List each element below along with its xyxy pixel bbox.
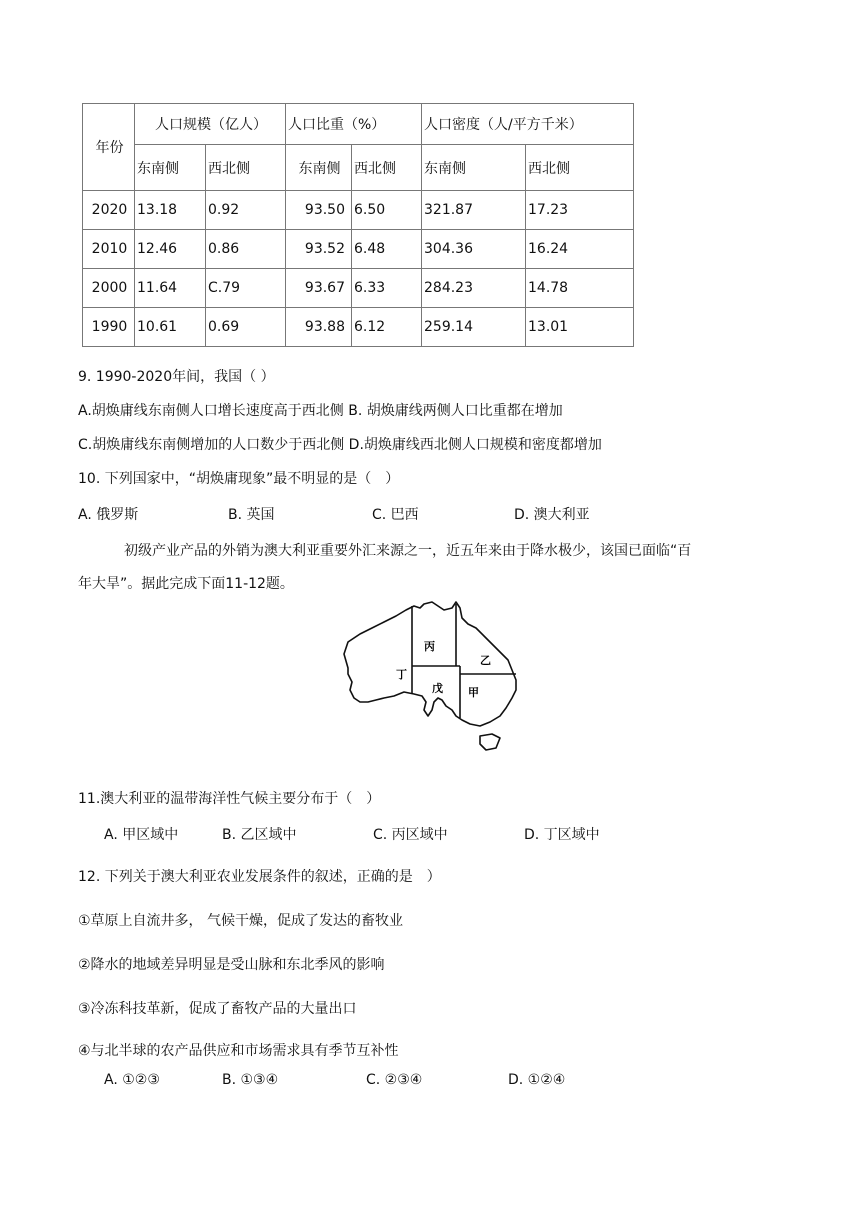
table-cell: 93.67: [286, 269, 352, 308]
q12-option-b: B. ①③④: [222, 1072, 279, 1088]
table-cell: C.79: [206, 269, 286, 308]
q11-option-d: D. 丁区域中: [524, 827, 600, 843]
australia-map: [340, 598, 524, 754]
q12-option-c: C. ②③④: [366, 1072, 423, 1088]
q10-stem: 10. 下列国家中，“胡焕庸现象”最不明显的是（ ）: [78, 471, 400, 487]
q12-statement-1: ①草原上自流井多， 气候干燥，促成了发达的畜牧业: [78, 913, 403, 929]
table-cell: 321.87: [422, 191, 526, 230]
sub-header: 西北侧: [352, 145, 422, 191]
year-cell: 1990: [83, 308, 135, 347]
q10-option-c: C. 巴西: [372, 507, 419, 523]
q10-option-b: B. 英国: [228, 507, 275, 523]
table-cell: 93.50: [286, 191, 352, 230]
table-cell: 93.88: [286, 308, 352, 347]
q9-options-ab: A.胡焕庸线东南侧人口增长速度高于西北侧 B. 胡焕庸线两侧人口比重都在增加: [78, 403, 563, 419]
q9-options-cd: C.胡焕庸线东南侧增加的人口数少于西北侧 D.胡焕庸线西北侧人口规模和密度都增加: [78, 437, 602, 453]
table-cell: 6.50: [352, 191, 422, 230]
table-cell: 6.12: [352, 308, 422, 347]
table-row: [83, 269, 634, 308]
table-cell: 6.33: [352, 269, 422, 308]
sub-header: 东南侧: [135, 145, 206, 191]
sub-header: 西北侧: [206, 145, 286, 191]
region-label-jia: 甲: [468, 686, 479, 699]
table-cell: 13.01: [526, 308, 634, 347]
table-cell: 12.46: [135, 230, 206, 269]
year-header: 年份: [83, 104, 135, 191]
table-cell: 0.86: [206, 230, 286, 269]
table-cell: 6.48: [352, 230, 422, 269]
q10-option-a: A. 俄罗斯: [78, 507, 139, 523]
q12-statement-4: ④与北半球的农产品供应和市场需求具有季节互补性: [78, 1043, 399, 1059]
tasmania: [480, 734, 500, 750]
table-row: [83, 191, 634, 230]
q11-option-b: B. 乙区域中: [222, 827, 297, 843]
table-row: [83, 308, 634, 347]
table-cell: 93.52: [286, 230, 352, 269]
region-label-ding: 丁: [396, 668, 407, 681]
table-cell: 10.61: [135, 308, 206, 347]
table-cell: 304.36: [422, 230, 526, 269]
year-cell: 2010: [83, 230, 135, 269]
table-cell: 0.92: [206, 191, 286, 230]
group-header-density: 人口密度（人/平方千米）: [422, 104, 634, 145]
passage-line-2: 年大旱”。据此完成下面11-12题。: [78, 576, 294, 592]
q12-statement-2: ②降水的地域差异明显是受山脉和东北季风的影响: [78, 957, 385, 973]
table-cell: 14.78: [526, 269, 634, 308]
q12-option-d: D. ①②④: [508, 1072, 566, 1088]
table-cell: 16.24: [526, 230, 634, 269]
q10-option-d: D. 澳大利亚: [514, 507, 590, 523]
q9-stem: 9. 1990-2020年间，我国（ ）: [78, 369, 275, 385]
sub-header: 东南侧: [422, 145, 526, 191]
group-header-share: 人口比重（%）: [286, 104, 422, 145]
region-label-wu: 戊: [432, 682, 443, 695]
table-cell: 0.69: [206, 308, 286, 347]
region-label-bing: 丙: [424, 640, 435, 653]
q11-option-a: A. 甲区域中: [104, 827, 179, 843]
table-cell: 13.18: [135, 191, 206, 230]
group-header-scale: 人口规模（亿人）: [135, 104, 286, 145]
year-cell: 2020: [83, 191, 135, 230]
population-table: [82, 103, 634, 347]
table-cell: 284.23: [422, 269, 526, 308]
region-label-yi: 乙: [480, 654, 491, 667]
year-cell: 2000: [83, 269, 135, 308]
passage-line-1: 初级产业产品的外销为澳大利亚重要外汇来源之一，近五年来由于降水极少，该国已面临“百: [124, 543, 692, 559]
table-cell: 259.14: [422, 308, 526, 347]
sub-header: 西北侧: [526, 145, 634, 191]
q12-stem: 12. 下列关于澳大利亚农业发展条件的叙述，正确的是 ）: [78, 869, 441, 885]
table-cell: 17.23: [526, 191, 634, 230]
table-row: [83, 230, 634, 269]
q12-option-a: A. ①②③: [104, 1072, 160, 1088]
q11-option-c: C. 丙区域中: [373, 827, 448, 843]
q11-stem: 11.澳大利亚的温带海洋性气候主要分布于（ ）: [78, 791, 381, 807]
table-cell: 11.64: [135, 269, 206, 308]
q12-statement-3: ③冷冻科技革新，促成了畜牧产品的大量出口: [78, 1001, 357, 1017]
sub-header: 东南侧: [286, 145, 352, 191]
